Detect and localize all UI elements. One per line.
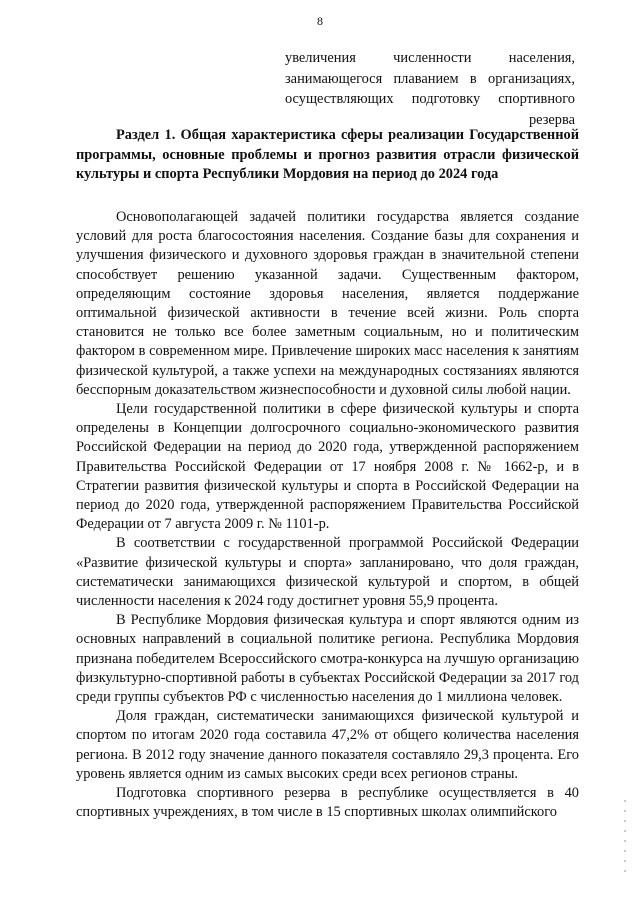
scan-margin-marks xyxy=(624,800,626,880)
body-text xyxy=(76,208,579,823)
paragraph: Доля граждан, систематически занимающихся физической культурой и спортом по итогам 2020 года составила 47,2% от общего количества населения региона. В 2012 году значение данного показателя составляло 29,3 процента. Его уровень является одним из самых высоких среди всех регионов страны. xyxy=(76,708,579,782)
table-caption-fragment xyxy=(285,48,575,130)
caption-line: осуществляющих подготовку спортивного резерва xyxy=(285,91,575,128)
page-number: 8 xyxy=(317,14,323,28)
paragraph: В Республике Мордовия физическая культура и спорт являются одним из основных направлений в социальной политике региона. Республика Мордовия признана победителем Всероссийского смотра-конкурса на лучшую организацию физкультурно-спортивной работы в субъектах Российской Федерации за 2017 год среди группы субъектов РФ с численностью населения до 1 миллиона человек. xyxy=(76,612,579,706)
paragraph: Основополагающей задачей политики государства является создание условий для роста благосостояния населения. Создание базы для сохранения и улучшения физического и духовного здоровья граждан в значительной степени способствует решению указанной задачи. Существенным фактором, определяющим состояние здоровья населения, является поддержание оптимальной физической активности в течение всей жизни. Роль спорта становится не только все более заметным социальным, но и политическим фактором в современном мире. Привлечение широких масс населения к занятиям физической культурой, а также успехи на международных состязаниях являются бесспорным доказательством жизнеспособности и духовной силы любой нации. xyxy=(76,209,579,398)
caption-line: занимающегося плаванием в организациях, xyxy=(285,70,575,87)
paragraph: Цели государственной политики в сфере физической культуры и спорта определены в Концепции долгосрочного социально-экономического развития Российской Федерации на период до 2020 года, утвержденной распоряжением Правительства Российской Федерации от 17 ноября 2008 г. № 1662-р, и в Стратегии развития физической культуры и спорта в Российской Федерации на период до 2020 года, утвержденной распоряжением Правительства Российской Федерации от 7 августа 2009 г. № 1101-р. xyxy=(76,401,579,533)
paragraph: Подготовка спортивного резерва в республике осуществляется в 40 спортивных учреждениях, в том числе в 15 спортивных школах олимпийского xyxy=(76,785,579,821)
section-heading: Раздел 1. Общая характеристика сферы реализации Государственной программы, основные проблемы и прогноз развития отрасли физической культуры и спорта Республики Мордовия на период до 2024 года xyxy=(76,127,579,182)
paragraph: В соответствии с государственной программой Российской Федерации «Развитие физической культуры и спорта» запланировано, что доля граждан, систематически занимающихся физической культурой и спортом, в общей численности населения к 2024 году достигнет уровня 55,9 процента. xyxy=(76,535,579,610)
caption-line: увеличения численности населения, xyxy=(285,50,575,66)
